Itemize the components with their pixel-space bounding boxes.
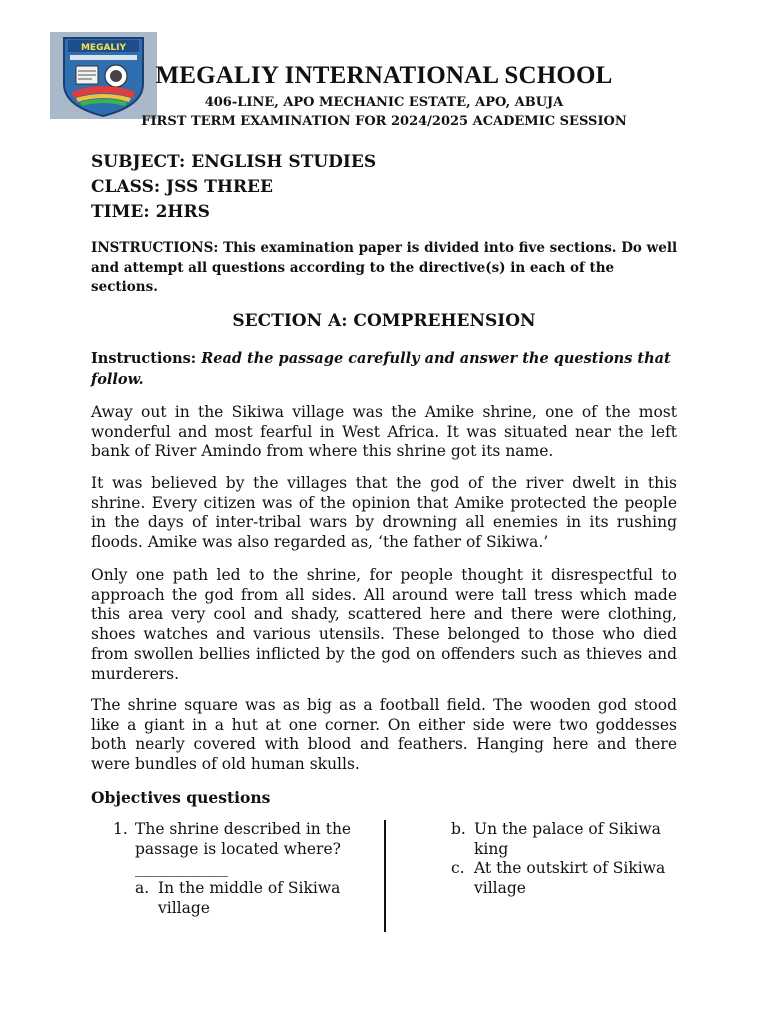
section-a-title: SECTION A: COMPREHENSION [232,311,536,331]
general-instructions: INSTRUCTIONS: This examination paper is divided into five sections. Do well and attempt all questions according to the directive(s) in each of the sections. [91,240,678,295]
time-line: TIME: 2HRS [91,202,210,222]
option-b-letter: b. [451,820,466,838]
option-a-text: In the middle of Sikiwa village [158,879,341,917]
exam-title: FIRST TERM EXAMINATION FOR 2024/2025 ACADEMIC SESSION [141,114,627,129]
objectives-heading: Objectives questions [91,788,271,807]
class-line: CLASS: JSS THREE [91,177,273,197]
question-1-options-continued [451,820,691,910]
option-c-text: At the outskirt of Sikiwa village [474,859,666,897]
passage-paragraph-3: Only one path led to the shrine, for people thought it disrespectful to approach the god from all sides. All around were tall tress which made this area very cool and shady, scattered here and there were clothing, shoes watches and various utensils. These belonged to those who died from swollen bellies inflicted by the god on offenders such as thieves and murderers. [91,566,677,683]
question-text: The shrine described in the passage is located where?____________ [135,820,352,878]
subject-line: SUBJECT: ENGLISH STUDIES [91,152,377,172]
section-a-instructions [91,348,679,390]
svg-text:MEGALIY: MEGALIY [80,43,127,53]
instruction-label: Instructions: [91,350,202,367]
school-name: MEGALIY INTERNATIONAL SCHOOL [155,62,613,89]
option-c-letter: c. [451,859,465,877]
question-1 [113,820,373,940]
option-b-text: Un the palace of Sikiwa king [474,820,661,858]
passage-paragraph-1: Away out in the Sikiwa village was the Amike shrine, one of the most wonderful and most fearful in West Africa. It was situated near the left bank of River Amindo from where this shrine got its name. [91,403,677,461]
instruction-text: Read the passage carefully and answer the questions that follow. [91,350,671,388]
question-number: 1. [113,820,128,838]
passage-paragraph-2: It was believed by the villages that the god of the river dwelt in this shrine. Every citizen was of the opinion that Amike protected the people in the days of inter-tribal wars by drowning all enemies in its rushing floods. Amike was also regarded as, ‘the father of Sikiwa.’ [91,474,677,552]
column-divider [384,820,386,932]
option-a-letter: a. [135,879,150,897]
school-address: 406-LINE, APO MECHANIC ESTATE, APO, ABUJA [204,95,564,110]
passage-paragraph-4: The shrine square was as big as a football field. The wooden god stood like a giant in a hut at one corner. On either side were two goddesses both nearly covered with blood and feathers. Hanging here and there were bundles of old human skulls. [91,696,677,774]
